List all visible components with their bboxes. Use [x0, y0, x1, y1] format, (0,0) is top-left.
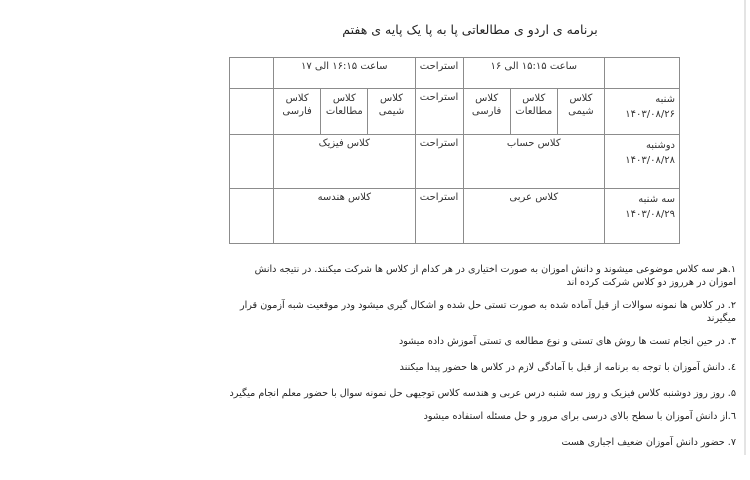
note-item: ۱.هر سه کلاس موضوعی میشوند و دانش اموزان به صورت اختیاری در هر کدام از کلاس ها شرکت میکنند. در نتیجه دانش اموزان در هرروز دو کلاس شرکت کرده اند — [254, 264, 736, 288]
note-item: ٤. دانش آموزان با توجه به برنامه از قبل با آمادگی لازم در کلاس ها حضور پیدا میکنند — [399, 362, 736, 373]
table-row — [230, 135, 680, 189]
day-cell — [605, 189, 680, 244]
class-cell: کلاس شیمی — [557, 89, 604, 135]
day-date: ۱۴۰۳/۰۸/۲۹ — [625, 209, 675, 220]
note-item: ۲. در کلاس ها نمونه سوالات از قبل آماده شده به صورت تستی حل شده و اشکال گیری میشود ودر موقعیت شبه آزمون قرار میگیرند — [239, 300, 736, 324]
class-cell: کلاس مطالعات — [321, 89, 368, 135]
note-item: ۳. در حین انجام تست ها روش های تستی و نوع مطالعه ی تستی آموزش داده میشود — [398, 336, 736, 347]
schedule-table — [229, 57, 680, 244]
day-cell — [605, 89, 680, 135]
break-cell: استراحت — [415, 89, 463, 135]
header-day-cell — [605, 58, 680, 89]
class-cell: کلاس مطالعات — [510, 89, 557, 135]
class-cell: کلاس عربی — [463, 189, 604, 244]
class-cell: کلاس فارسی — [463, 89, 510, 135]
notes-list — [228, 263, 736, 462]
day-name: سه شنبه — [638, 194, 675, 205]
table-row — [230, 189, 680, 244]
note-item: ٦.از دانش آموزان با سطح بالای درسی برای مرور و حل مسئله استفاده میشود — [423, 411, 736, 422]
day-date: ۱۴۰۳/۰۸/۲۶ — [625, 109, 675, 120]
trailing-cell — [230, 189, 274, 244]
class-cell: کلاس فارسی — [274, 89, 321, 135]
class-cell: کلاس حساب — [463, 135, 604, 189]
header-break: استراحت — [415, 58, 463, 89]
class-cell: کلاس هندسه — [274, 189, 416, 244]
header-trailing-cell — [230, 58, 274, 89]
break-cell: استراحت — [415, 135, 463, 189]
table-row — [230, 89, 680, 135]
day-name: شنبه — [655, 94, 675, 105]
break-cell: استراحت — [415, 189, 463, 244]
header-slot-2: ساعت ۱۶:۱۵ الی ۱۷ — [274, 58, 416, 89]
day-cell — [605, 135, 680, 189]
document-title: برنامه ی اردو ی مطالعاتی پا به پا یک پایه ی هفتم — [342, 22, 598, 37]
note-item: ۷. حضور دانش آموزان ضعیف اجباری هست — [561, 437, 736, 448]
class-cell: کلاس فیزیک — [274, 135, 416, 189]
trailing-cell — [230, 135, 274, 189]
page-edge — [744, 0, 746, 455]
class-cell: کلاس شیمی — [368, 89, 415, 135]
header-slot-1: ساعت ۱۵:۱۵ الی ۱۶ — [463, 58, 604, 89]
table-header-row — [230, 58, 680, 89]
trailing-cell — [230, 89, 274, 135]
day-date: ۱۴۰۳/۰۸/۲۸ — [625, 155, 675, 166]
note-item: ۵. روز روز دوشنبه کلاس فیزیک و روز سه شنبه درس عربی و هندسه کلاس توجیهی حل نمونه سوال با حضور معلم انجام میگیرد — [229, 388, 736, 399]
day-name: دوشنبه — [645, 140, 675, 151]
